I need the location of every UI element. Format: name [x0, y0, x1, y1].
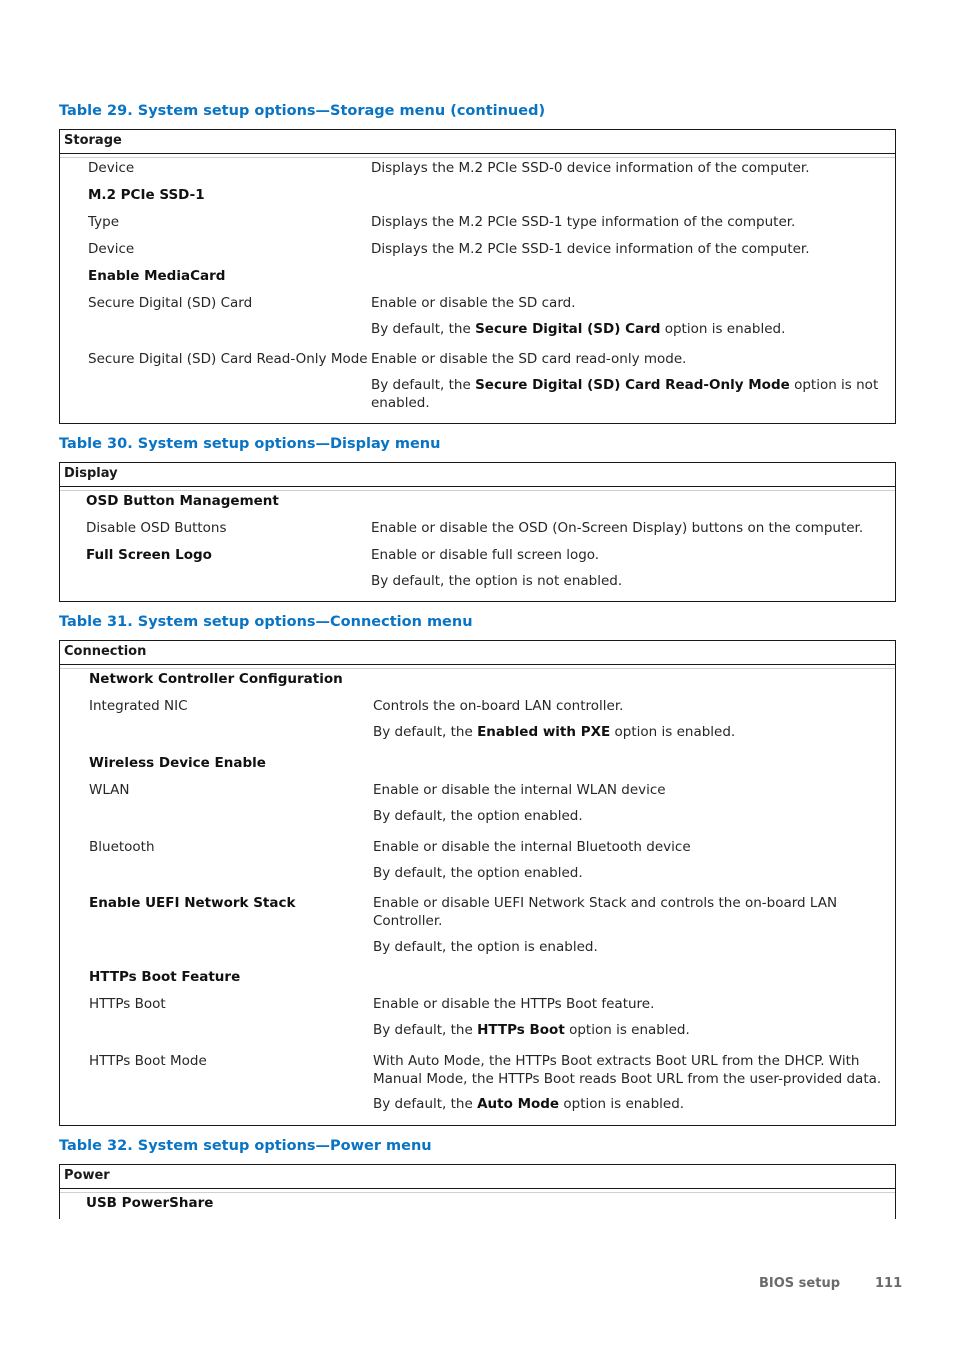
option-default-note: By default, the option is enabled.: [373, 939, 598, 955]
option-group-heading: Enable UEFI Network Stack: [89, 895, 296, 911]
storage-header-label: Storage: [64, 133, 122, 148]
option-name: Secure Digital (SD) Card: [88, 295, 253, 311]
header-divider: [60, 488, 895, 491]
option-default-note: [373, 1022, 690, 1040]
option-description: Enable or disable UEFI Network Stack and controls the on-board LAN Controller.: [373, 895, 838, 929]
option-name: Integrated NIC: [89, 698, 188, 714]
footer-section-title: BIOS setup: [759, 1276, 841, 1291]
option-description: Enable or disable the OSD (On-Screen Display) buttons on the computer.: [371, 520, 864, 536]
option-default-note: [371, 321, 785, 339]
display-table-header: [60, 463, 895, 487]
power-table-header: [60, 1165, 895, 1189]
option-name: Disable OSD Buttons: [86, 520, 227, 536]
default-suffix: option is enabled.: [660, 321, 786, 337]
page-number: 111: [875, 1276, 903, 1291]
connection-table: [59, 640, 896, 1126]
default-suffix: option is not enabled.: [371, 377, 879, 411]
option-description: Enable or disable the SD card read-only mode.: [371, 351, 687, 367]
option-group-heading: Network Controller Configuration: [89, 671, 343, 687]
default-prefix: By default, the: [373, 1096, 478, 1112]
header-divider: [60, 666, 895, 669]
connection-table-header: [60, 641, 895, 665]
option-group-heading: OSD Button Management: [86, 493, 279, 509]
option-group-heading: Full Screen Logo: [86, 547, 212, 563]
option-default-note: [373, 1096, 684, 1114]
option-description: Enable or disable the SD card.: [371, 295, 576, 311]
default-suffix: option is enabled.: [610, 724, 736, 740]
option-name: HTTPs Boot Mode: [89, 1053, 207, 1069]
option-group-heading: HTTPs Boot Feature: [89, 969, 241, 985]
default-suffix: option is enabled.: [564, 1022, 690, 1038]
option-description: Controls the on-board LAN controller.: [373, 698, 624, 714]
option-description: Enable or disable the internal WLAN device: [373, 782, 666, 798]
header-divider: [60, 155, 895, 158]
storage-table: [59, 129, 896, 424]
default-value: HTTPs Boot: [477, 1022, 565, 1038]
option-description: With Auto Mode, the HTTPs Boot extracts Boot URL from the DHCP. With Manual Mode, the HTTPs Boot reads Boot URL from the user-provided data.: [373, 1053, 882, 1087]
option-default-note: [371, 377, 881, 412]
option-description: Enable or disable the HTTPs Boot feature.: [373, 996, 655, 1012]
table-30-caption: Table 30. System setup options—Display menu: [59, 436, 441, 452]
default-prefix: By default, the: [373, 724, 478, 740]
option-name: Device: [88, 241, 135, 257]
table-31-caption: Table 31. System setup options—Connection menu: [59, 614, 473, 630]
option-group-heading: Enable MediaCard: [88, 268, 226, 284]
option-name: Type: [88, 214, 120, 230]
option-description: Enable or disable full screen logo.: [371, 547, 600, 563]
default-value: Secure Digital (SD) Card Read-Only Mode: [475, 377, 790, 393]
header-divider: [60, 1190, 895, 1193]
default-prefix: By default, the: [371, 321, 476, 337]
table-29-caption: Table 29. System setup options—Storage menu (continued): [59, 103, 546, 119]
option-group-heading: Wireless Device Enable: [89, 755, 266, 771]
default-value: Secure Digital (SD) Card: [475, 321, 661, 337]
option-name: WLAN: [89, 782, 130, 798]
option-group-heading: USB PowerShare: [86, 1195, 214, 1211]
option-default-note: [373, 724, 735, 742]
option-name: Device: [88, 160, 135, 176]
option-group-heading: M.2 PCIe SSD-1: [88, 187, 205, 203]
option-description: Displays the M.2 PCIe SSD-1 type information of the computer.: [371, 214, 796, 230]
default-value: Enabled with PXE: [477, 724, 611, 740]
default-prefix: By default, the: [371, 377, 476, 393]
display-table: [59, 462, 896, 602]
option-description: Displays the M.2 PCIe SSD-1 device information of the computer.: [371, 241, 810, 257]
option-description: Enable or disable the internal Bluetooth device: [373, 839, 691, 855]
storage-table-header: [60, 130, 895, 154]
default-prefix: By default, the: [373, 1022, 478, 1038]
display-header-label: Display: [64, 466, 118, 481]
option-default-note: By default, the option enabled.: [373, 808, 583, 824]
option-default-note: By default, the option enabled.: [373, 865, 583, 881]
connection-header-label: Connection: [64, 644, 147, 659]
option-name: Bluetooth: [89, 839, 155, 855]
power-table: [59, 1164, 896, 1219]
default-value: Auto Mode: [477, 1096, 560, 1112]
option-name: Secure Digital (SD) Card Read-Only Mode: [88, 351, 368, 367]
option-default-note: By default, the option is not enabled.: [371, 573, 623, 589]
power-header-label: Power: [64, 1168, 110, 1183]
option-name: HTTPs Boot: [89, 996, 166, 1012]
table-32-caption: Table 32. System setup options—Power menu: [59, 1138, 432, 1154]
default-suffix: option is enabled.: [559, 1096, 685, 1112]
option-description: Displays the M.2 PCIe SSD-0 device information of the computer.: [371, 160, 810, 176]
